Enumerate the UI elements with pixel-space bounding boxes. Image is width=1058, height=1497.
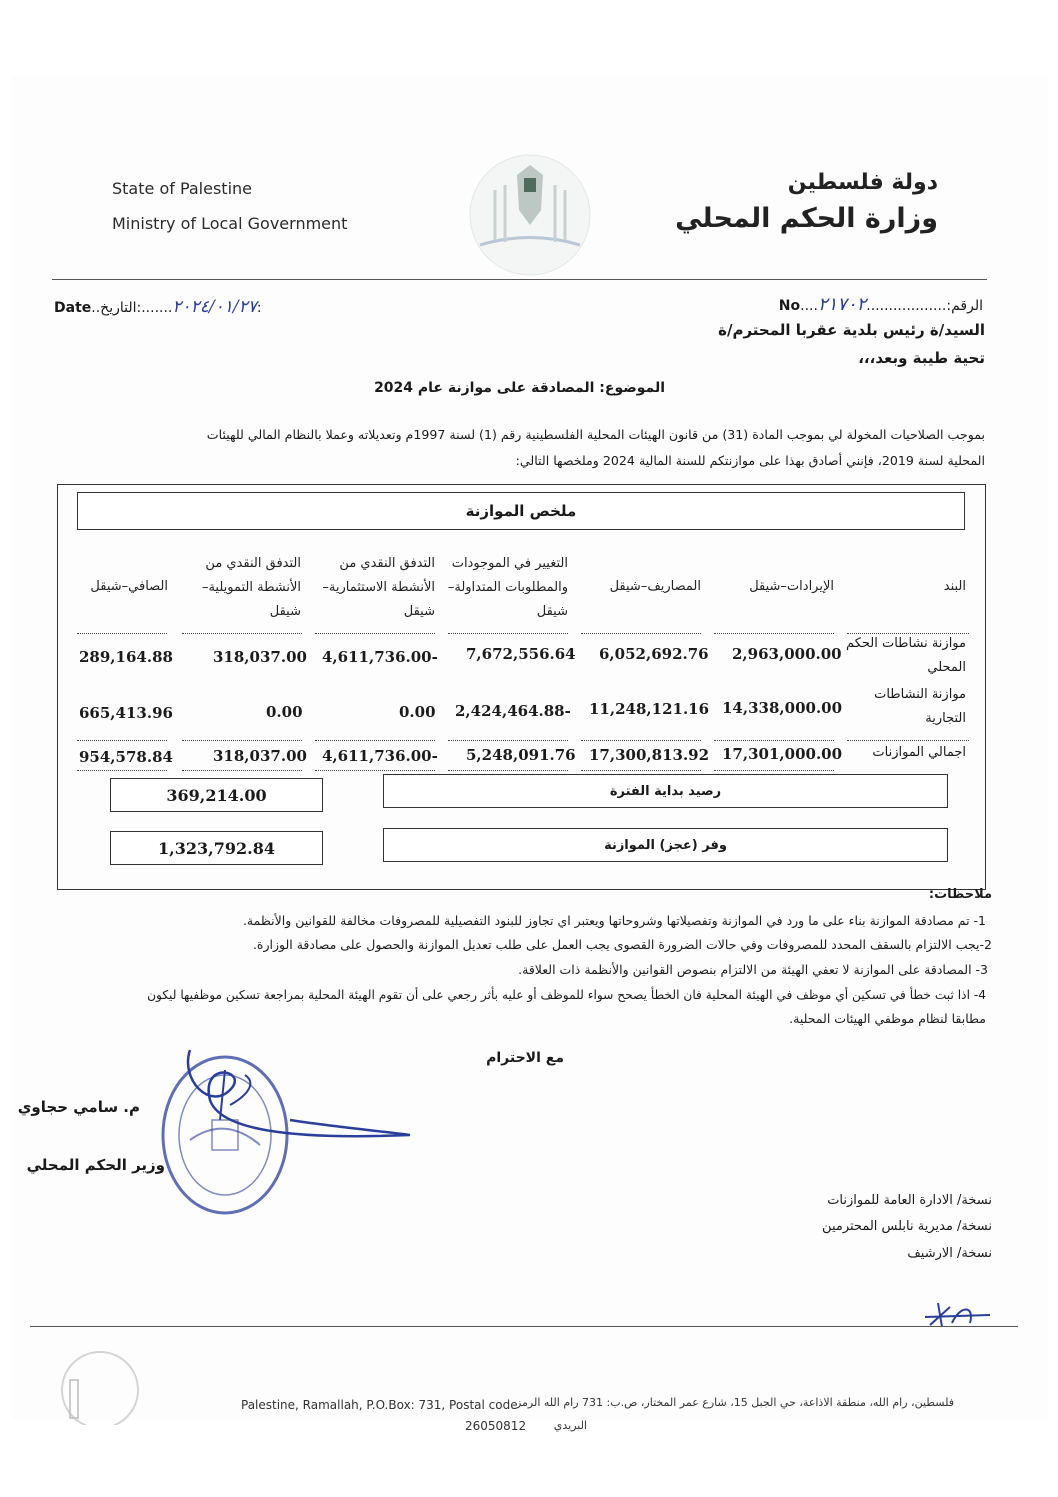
- footer-address-ar-2: البريدي: [553, 1419, 587, 1432]
- header-ar-ministry: وزارة الحكم المحلي: [675, 203, 938, 234]
- cell-r3-investing: 4,611,736.00-: [322, 747, 438, 765]
- note-3: 3- المصادقة على الموازنة لا تعفي الهيئة من الالتزام بنصوص القوانين والأنظمة ذات العلاقة.: [518, 962, 988, 977]
- cell-r3-financing: 318,037.00: [213, 747, 307, 765]
- summary-title: ملخص الموازنة: [77, 492, 965, 530]
- cell-r2-net: 665,413.96: [79, 704, 173, 722]
- greeting: تحية طيبة وبعد،،،: [858, 349, 985, 367]
- closing: مع الاحترام: [486, 1050, 564, 1066]
- intro-line-2: المحلية لسنة 2019، فإنني أصادق بهذا على موازنتكم للسنة المالية 2024 وملخصها التالي:: [515, 453, 985, 468]
- footer-address-ar: فلسطين، رام الله، منطقة الاذاعة، حي الجبل 15، شارع عمر المختار، ص.ب: 731 رام الله الرمز: [515, 1396, 954, 1409]
- header-net: الصافي–شيقل: [90, 579, 168, 594]
- number-label: الرقم:..................٢١٧٠٢....No: [778, 294, 983, 315]
- header-divider: [52, 279, 987, 280]
- footer-emblem-icon: [55, 1345, 145, 1425]
- note-4: 4- اذا ثبت خطأ في تسكين أي موظف في الهيئة المحلية فان الخطأ يصحح سواء للموظف أو عليه بأثر رجعي على أن تقوم الهيئة المحلية بمراجعة تسكين موظفيها ليكون: [147, 988, 986, 1002]
- row-label-commercial: موازنة النشاطات التجارية: [874, 687, 966, 726]
- row-label-total: اجمالي الموازنات: [872, 745, 966, 760]
- opening-balance-label: رصيد بداية الفترة: [383, 774, 948, 808]
- note-1: 1- تم مصادقة الموازنة بناء على ما ورد في الموازنة وتفصيلاتها وشروحاتها ويعتبر اي تجاوز للبنود التفصيلية للمصروفات مخالفة للقوانين والأنظمة.: [242, 913, 986, 928]
- cell-r2-expenses: 11,248,121.16: [589, 700, 710, 718]
- palestine-emblem-icon: [455, 150, 605, 280]
- header-item: البند: [943, 579, 966, 594]
- note-2: 2-يجب الالتزام بالسقف المحدد للمصروفات وفي حالات الضرورة القصوى يجب العمل على طلب تعديل الموازنة والحصول على مصادقة الوزارة.: [252, 937, 992, 952]
- copy-2: نسخة/ مديرية نابلس المحترمين: [822, 1219, 992, 1234]
- header-en-state: State of Palestine: [112, 179, 253, 198]
- cell-r2-financing: 0.00: [266, 703, 303, 721]
- header-working-capital: التغيير في الموجودات والمطلوبات المتداولة– شيقل: [447, 556, 568, 619]
- copy-3: نسخة/ الارشيف: [907, 1246, 992, 1261]
- cell-r1-working-capital: 7,672,556.64: [466, 645, 576, 663]
- surplus-value: 1,323,792.84: [110, 831, 323, 865]
- cell-r2-revenues: 14,338,000.00: [722, 699, 843, 717]
- header-investing: التدفق النقدي من الأنشطة الاستثمارية– شيقل: [322, 556, 435, 619]
- cell-r1-expenses: 6,052,692.76: [599, 645, 709, 663]
- footer-address-en-2: 26050812: [465, 1419, 527, 1433]
- header-financing: التدفق النقدي من الأنشطة التمويلية– شيقل: [201, 556, 301, 619]
- cell-r1-investing: 4,611,736.00-: [322, 648, 438, 666]
- cell-r3-revenues: 17,301,000.00: [722, 745, 843, 763]
- opening-balance-value: 369,214.00: [110, 778, 323, 812]
- cell-r1-revenues: 2,963,000.00: [732, 645, 842, 663]
- intro-line-1: بموجب الصلاحيات المخولة لي بموجب المادة (31) من قانون الهيئات المحلية الفلسطينية رقم (1) لسنة 1997م وتعديلاته وعملا بالنظام المالي للهيئات: [206, 427, 985, 442]
- copy-1: نسخة/ الادارة العامة للموازنات: [827, 1193, 992, 1208]
- footer-address-en: Palestine, Ramallah, P.O.Box: 731, Postal code: [241, 1398, 518, 1412]
- cell-r3-net: 954,578.84: [79, 748, 173, 766]
- date-label: Date.. ٢٠٢٤/٠١/٢٧.......:التاريخ:: [54, 297, 262, 317]
- cell-r1-net: 289,164.88: [79, 648, 173, 666]
- cell-r3-working-capital: 5,248,091.76: [466, 746, 576, 764]
- initials-icon: [920, 1295, 1000, 1335]
- row-label-local-gov: موازنة نشاطات الحكم المحلي: [846, 636, 966, 675]
- header-revenues: الإيرادات–شيقل: [749, 579, 834, 594]
- signatory-name: م. سامي حجاوي: [17, 1098, 140, 1116]
- surplus-label: وفر (عجز) الموازنة: [383, 828, 948, 862]
- header-ar-state: دولة فلسطين: [787, 170, 938, 195]
- cell-r1-financing: 318,037.00: [213, 648, 307, 666]
- note-4-cont: مطابقا لنظام موظفي الهيئات المحلية.: [789, 1011, 986, 1026]
- addressee: السيد/ة رئيس بلدية عقربا المحترم/ة: [718, 321, 985, 339]
- signatory-title: وزير الحكم المحلي: [26, 1156, 165, 1174]
- cell-r3-expenses: 17,300,813.92: [589, 746, 710, 764]
- cell-r2-investing: 0.00: [399, 703, 436, 721]
- signature-icon: [170, 1030, 420, 1150]
- footer-divider: [30, 1326, 1018, 1327]
- subject: الموضوع: المصادقة على موازنة عام 2024: [374, 380, 665, 396]
- cell-r2-working-capital: 2,424,464.88-: [455, 702, 571, 720]
- header-expenses: المصاريف–شيقل: [609, 579, 701, 594]
- notes-title: ملاحظات:: [928, 887, 992, 902]
- header-en-ministry: Ministry of Local Government: [112, 214, 348, 233]
